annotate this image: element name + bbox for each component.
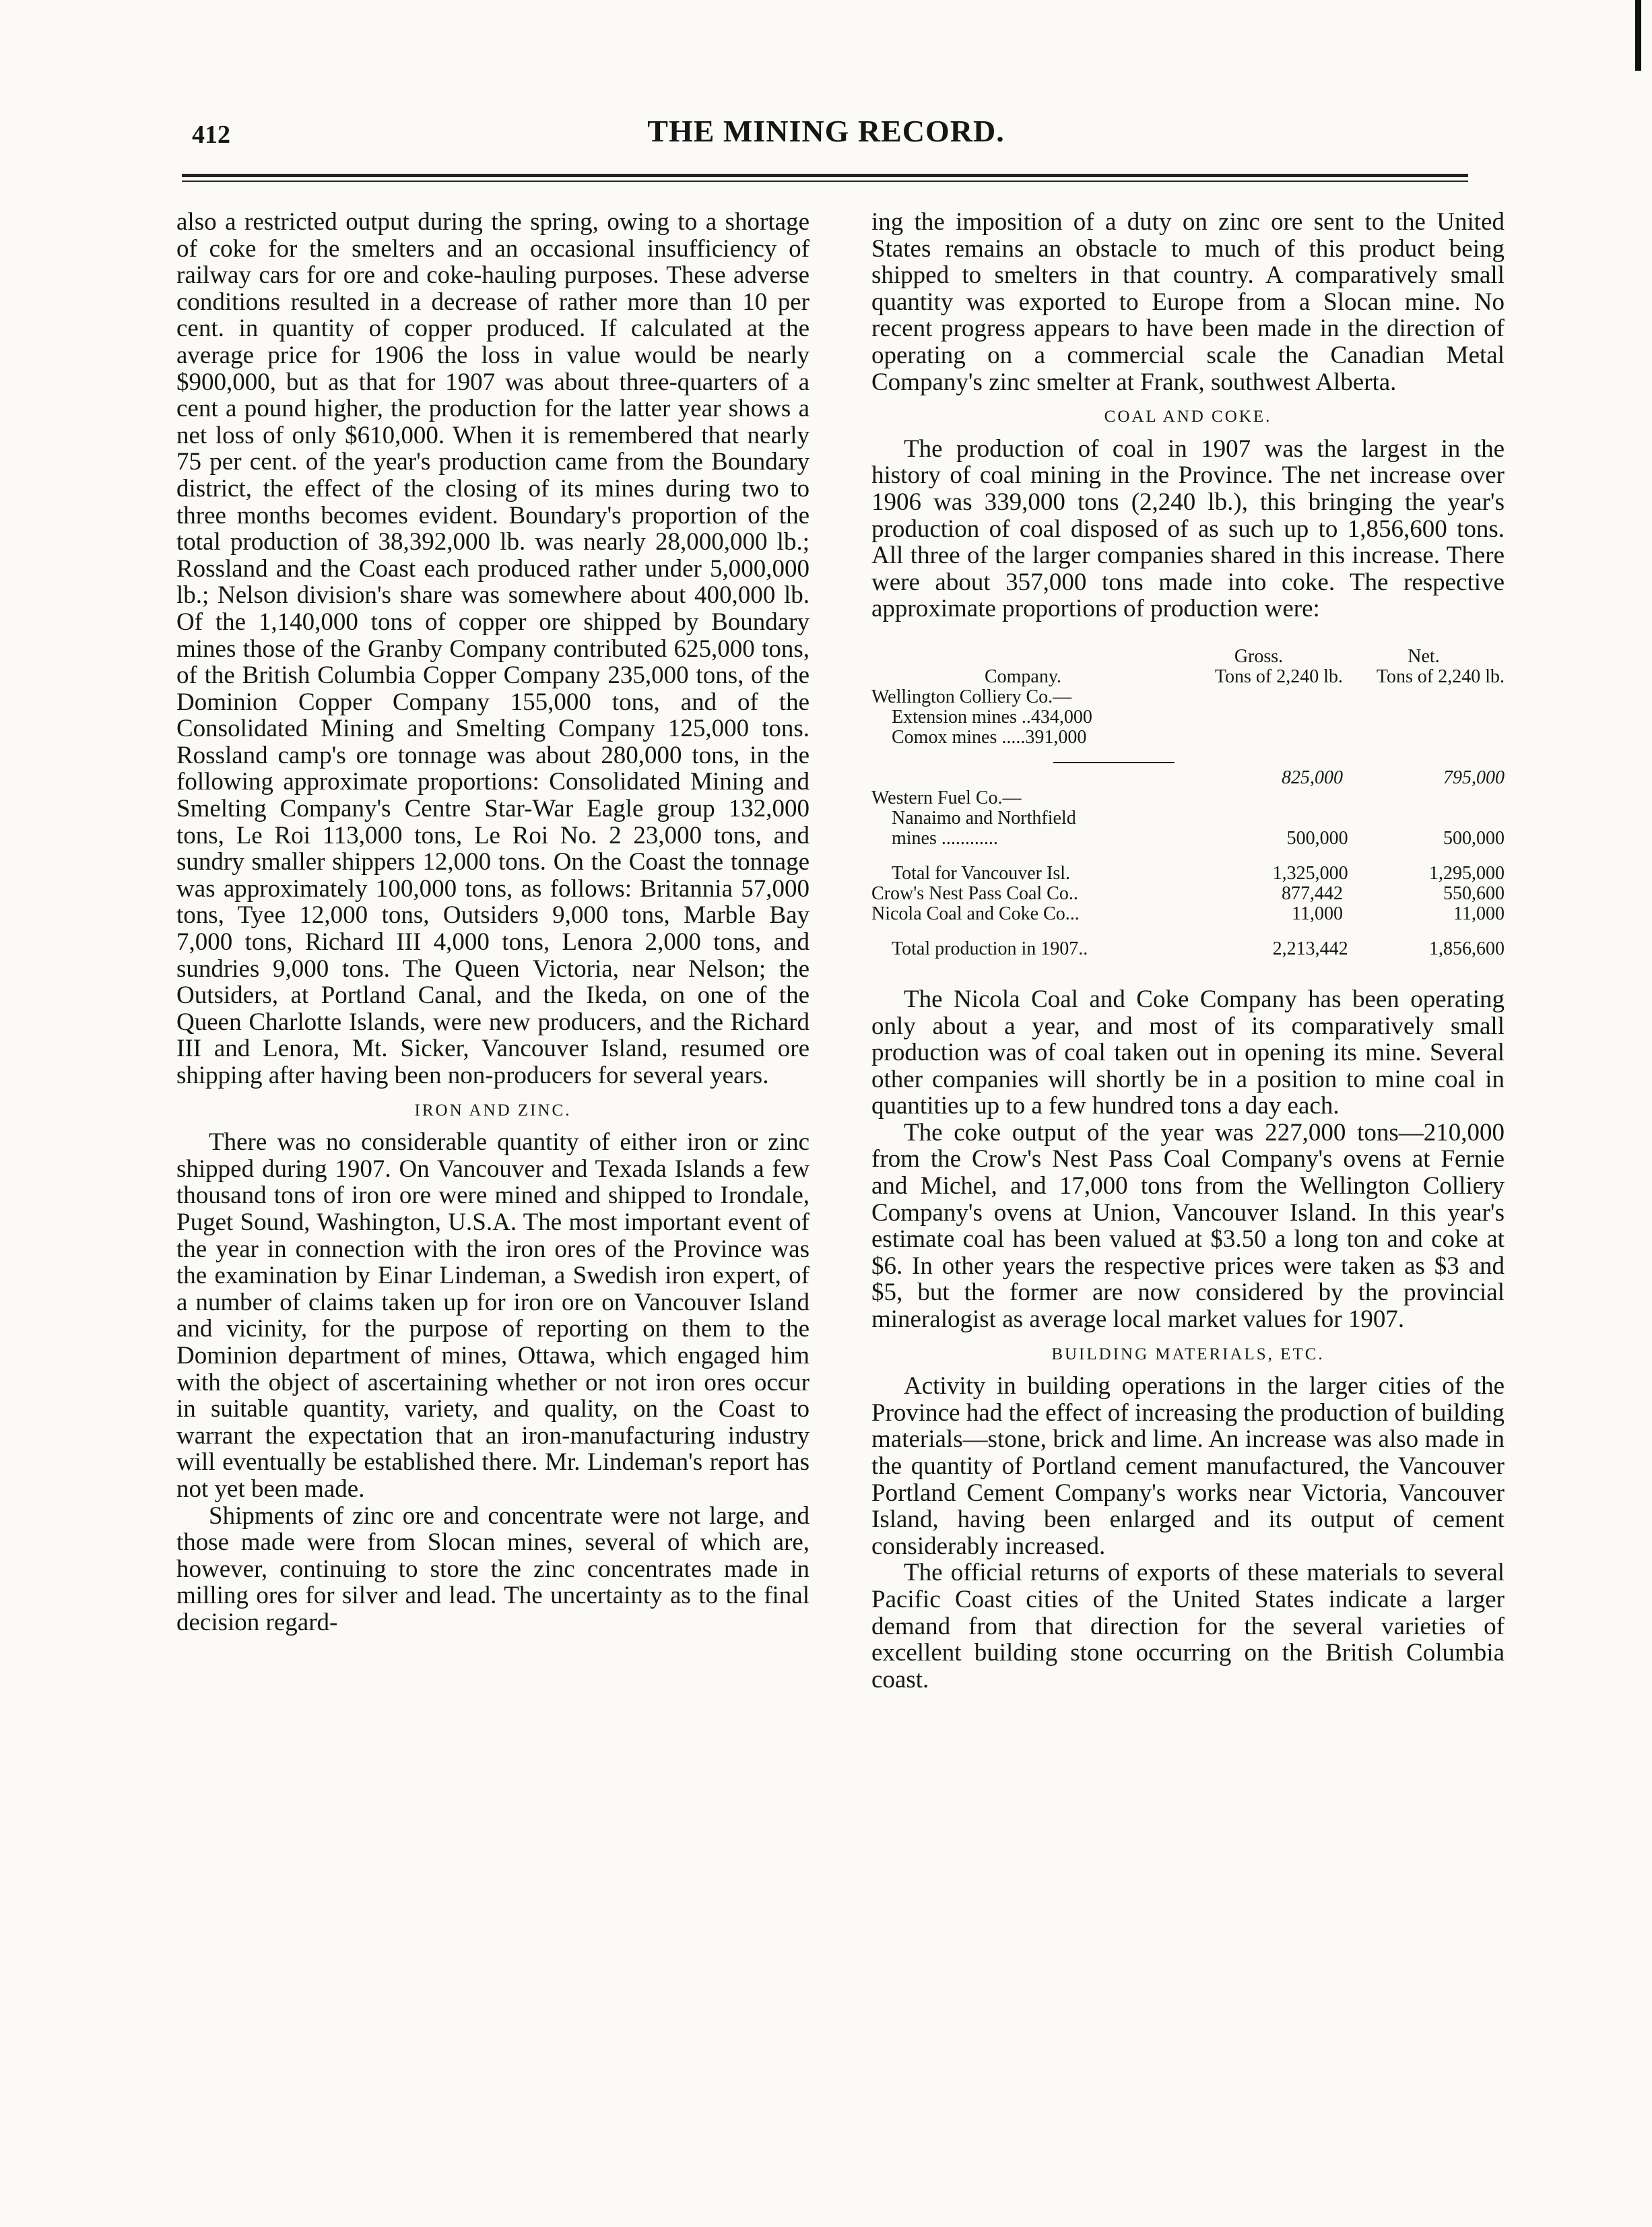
table-cell-gross: 500,000 (1286, 827, 1348, 849)
table-cell-company: Total production in 1907.. (892, 938, 1088, 959)
header-rule-thin (182, 181, 1468, 182)
table-cell-net: 550,600 (1443, 882, 1505, 904)
table-row (871, 728, 1505, 748)
exports-paragraph: The official returns of exports of these materials to several Pacific Coast cities of the United States indicate a larger demand from that direction for the several varieties of excellent building stone occurring on the British Columbia coast. (871, 1559, 1505, 1693)
nicola-paragraph: The Nicola Coal and Coke Company has been operating only about a year, and most of its comparatively small production was of coal taken out in opening its mine. Several other companies will shortly be in a position to mine coal in quantities up to a few hundred tons a day each. (871, 985, 1505, 1120)
table-head-company: Company. (984, 666, 1062, 687)
header-rule-thick (182, 174, 1468, 177)
table-head-net-unit: Tons of 2,240 lb. (1376, 666, 1505, 687)
running-title: THE MINING RECORD. (647, 114, 1005, 148)
table-row (871, 788, 1505, 808)
table-cell-gross: 11,000 (1292, 903, 1343, 924)
table-row (871, 687, 1505, 707)
table-cell-gross: 1,325,000 (1272, 862, 1348, 884)
table-row (871, 884, 1505, 904)
section-heading-building-materials: BUILDING MATERIALS, ETC. (1051, 1345, 1325, 1363)
table-row (871, 939, 1505, 959)
table-row (871, 808, 1505, 829)
table-row (871, 768, 1505, 788)
copper-paragraph: also a restricted output during the spring, owing to a shortage of coke for the smelters and an occasional insufficiency of railway cars for ore and coke-hauling purposes. These adverse conditions resulted in a decrease of rather more than 10 per cent. in quantity of copper produced. If calculated at the average price for 1906 the loss in value would be nearly $900,000, but as that for 1907 was about three-quarters of a cent a pound higher, the production for the latter year shows a net loss of only $610,000. When it is remembered that nearly 75 per cent. of the year's production came from the Boundary district, the effect of the closing of its mines during two to three months becomes evident. Boundary's proportion of the total production of 38,392,000 lb. was nearly 28,000,000 lb.; Rossland and the Coast each produced rather under 5,000,000 lb.; Nelson division's share was somewhere about 400,000 lb. Of the 1,140,000 tons of copper ore shipped by Boundary mines those of the Granby Company contributed 625,000 tons, of the British Columbia Copper Company 235,000 tons, of the Dominion Copper Company 155,000 tons, and of the Consolidated Mining and Smelting Company 125,000 tons. Rossland camp's ore tonnage was about 280,000 tons, in the following approximate proportions: Consolidated Mining and Smelting Company's Centre Star-War Eagle group 132,000 tons, Le Roi 113,000 tons, Le Roi No. 2 23,000 tons, and sundry smaller shippers 12,000 tons. On the Coast the tonnage was approximately 100,000 tons, as follows: Britannia 57,000 tons, Tyee 12,000 tons, Outsiders 9,000 tons, Marble Bay 7,000 tons, Richard III 4,000 tons, Lenora 2,000 tons, and sundries 9,000 tons. The Queen Victoria, near Nelson; the Outsiders, at Portland Canal, and the Ikeda, on one of the Queen Charlotte Islands, were new producers, and the Richard III and Lenora, Mt. Sicker, Vancouver Island, resumed ore shipping after having been non-producers for several years. (176, 208, 810, 1089)
coal-paragraph: The production of coal in 1907 was the largest in the history of coal mining in the Province. The net increase over 1906 was 339,000 tons (2,240 lb.), this bringing the year's production of coal disposed of as such up to 1,856,600 tons. All three of the larger companies shared in this increase. There were about 357,000 tons made into coke. The respective approximate proportions of production were: (871, 434, 1505, 623)
left-column (176, 209, 810, 1636)
table-head-gross: Gross. (1234, 645, 1284, 667)
table-header-row (871, 647, 1505, 667)
page-number: 412 (192, 121, 230, 149)
table-cell-gross: 877,442 (1282, 882, 1343, 904)
zinc-paragraph: Shipments of zinc ore and concentrate were not large, and those made were from Slocan mines, several of which are, however, continuing to store the zinc concentrates made in milling ores for silver and lead. The uncertainty as to the final decision regard- (176, 1502, 810, 1636)
table-subtotal-rule-row (871, 748, 1505, 768)
table-cell-net: 1,856,600 (1429, 938, 1505, 959)
coal-production-table (871, 647, 1505, 959)
table-row (871, 829, 1505, 849)
building-paragraph: Activity in building operations in the larger cities of the Province had the effect of increasing the production of building materials—stone, brick and lime. An increase was also made in the quantity of Portland cement manufactured, the Vancouver Portland Cement Company's works near Victoria, Vancouver Island, having been enlarged and its output of cement considerably increased. (871, 1372, 1505, 1560)
coke-paragraph: The coke output of the year was 227,000 tons—210,000 from the Crow's Nest Pass Coal Company's ovens at Fernie and Michel, and 17,000 tons from the Wellington Colliery Company's ovens at Union, Vancouver Island. In this year's estimate coal has been valued at $3.50 a long ton and coke at $6. In other years the respective prices were taken as $3 and $5, but the former are now considered by the provincial mineralogist as average local market values for 1907. (871, 1118, 1505, 1334)
section-heading-coal-coke: COAL AND COKE. (1104, 408, 1272, 426)
table-head-net: Net. (1408, 645, 1440, 667)
iron-paragraph: There was no considerable quantity of either iron or zinc shipped during 1907. On Vancouver and Texada Islands a few thousand tons of iron ore were mined and shipped to Irondale, Puget Sound, Washington, U.S.A. The most important event of the year in connection with the iron ores of the Province was the examination by Einar Lindeman, a Swedish iron expert, of a number of claims taken up for iron ore on Vancouver Island and vicinity, for the purpose of reporting on them to the Dominion department of mines, Ottawa, which engaged him with the object of ascertaining whether or not iron ores occur in suitable quantity, variety, and quality, on the Coast to warrant the expectation that an iron-manufacturing industry will eventually be established there. Mr. Lindeman's report has not yet been made. (176, 1128, 810, 1503)
table-cell-company: Nicola Coal and Coke Co... (871, 903, 1080, 924)
zinc-continued-paragraph: ing the imposition of a duty on zinc ore sent to the United States remains an obstacle to much of this product being shipped to smelters in that country. A comparatively small quantity was exported to Europe from a Slocan mine. No recent progress appears to have been made in the direction of operating on a commercial scale the Canadian Metal Company's zinc smelter at Frank, southwest Alberta. (871, 208, 1505, 396)
table-cell-gross: 825,000 (1282, 767, 1343, 788)
table-cell-gross: 2,213,442 (1272, 938, 1348, 959)
table-header-row (871, 667, 1505, 687)
table-cell-company: Western Fuel Co.— (871, 787, 1022, 808)
table-cell-company: Extension mines ..434,000 (892, 707, 1092, 728)
table-cell-company: Crow's Nest Pass Coal Co.. (871, 883, 1078, 904)
subtotal-rule (1053, 762, 1175, 763)
table-cell-company: Nanaimo and Northfield (892, 808, 1076, 829)
table-head-gross-unit: Tons of 2,240 lb. (1214, 666, 1343, 687)
table-row (871, 904, 1505, 924)
table-row (871, 707, 1505, 728)
section-heading-iron-zinc: IRON AND ZINC. (414, 1101, 572, 1120)
table-cell-net: 795,000 (1443, 767, 1505, 788)
table-cell-company: Total for Vancouver Isl. (892, 863, 1071, 884)
table-cell-net: 500,000 (1443, 827, 1505, 849)
right-column (871, 209, 1505, 1693)
table-cell-company: mines ............ (892, 828, 998, 849)
table-cell-net: 1,295,000 (1429, 862, 1505, 884)
table-cell-company: Wellington Colliery Co.— (871, 686, 1072, 707)
table-row (871, 864, 1505, 884)
table-cell-company: Comox mines .....391,000 (892, 727, 1087, 748)
table-cell-net: 11,000 (1453, 903, 1505, 924)
margin-bar (1635, 0, 1641, 71)
